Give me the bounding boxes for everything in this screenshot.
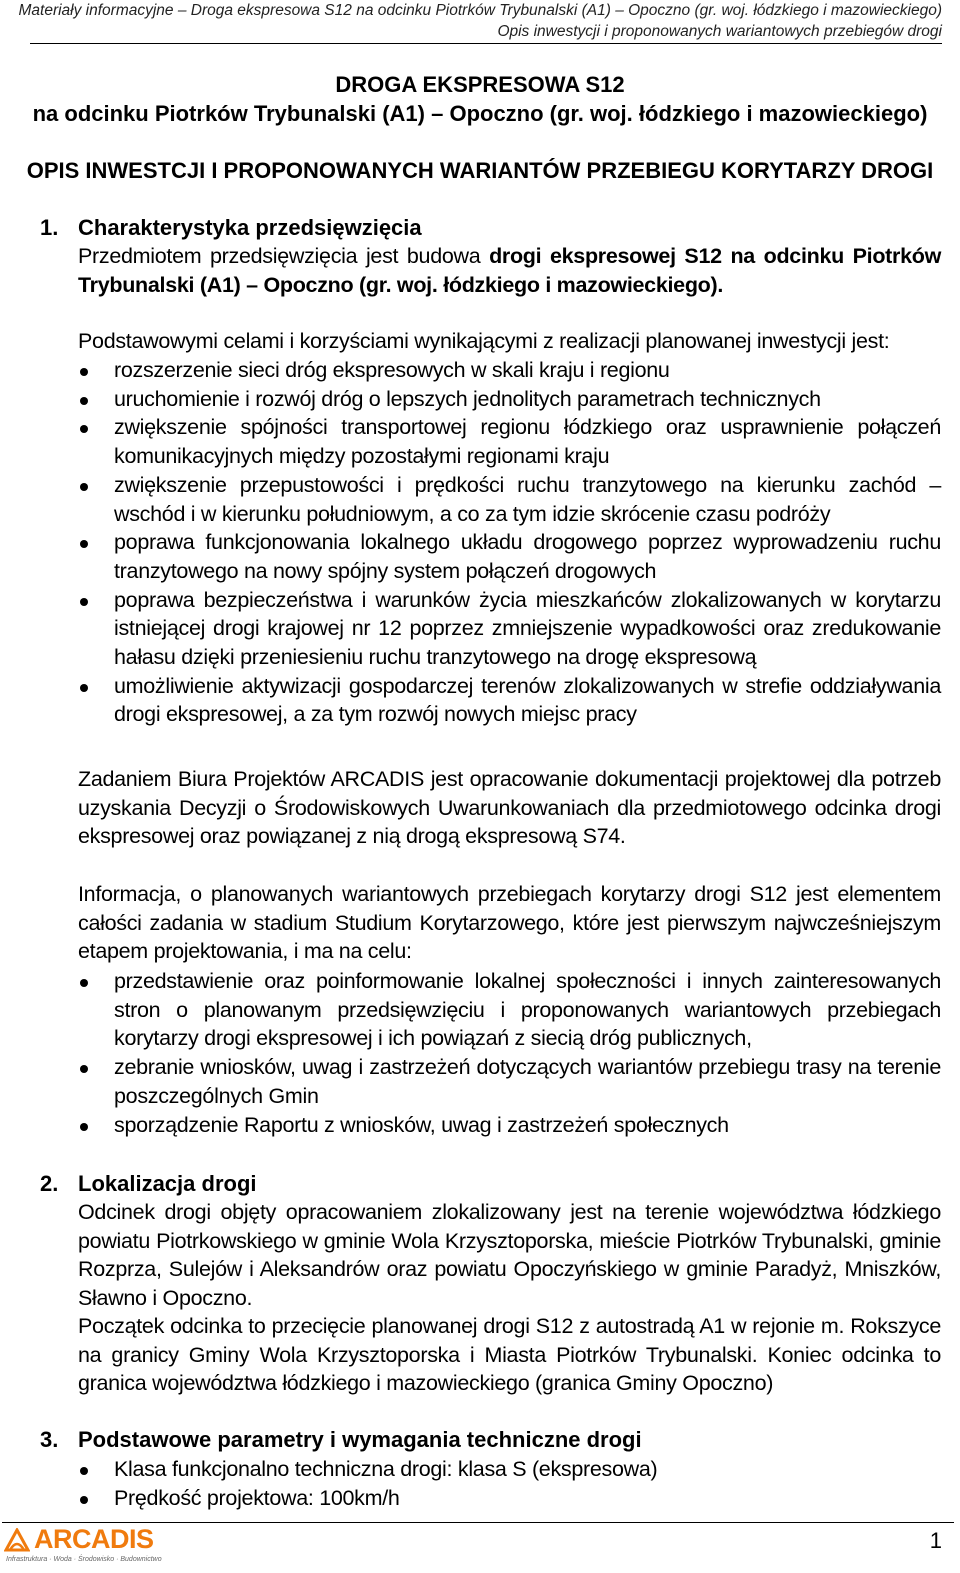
bullet-icon — [80, 368, 88, 376]
goal-text: zwiększenie spójności transportowej regionu łódzkiego oraz usprawnienie połączeń komunikacyjnych między pozostałymi regionami kraju — [114, 415, 941, 469]
info-item-text: sporządzenie Raportu z wniosków, uwag i zastrzeżeń społecznych — [114, 1112, 729, 1137]
arcadis-logo-icon — [4, 1528, 30, 1552]
bullet-icon — [80, 540, 88, 548]
page-number: 1 — [929, 1528, 942, 1553]
section-3-number: 3. — [40, 1427, 59, 1452]
goal-text: poprawa funkcjonowania lokalnego układu drogowego poprzez wyprowadzeniu ruchu tranzytowego na nowy spójny system połączeń drogowych — [114, 530, 941, 583]
goal-text: poprawa bezpieczeństwa i warunków życia mieszkańców zlokalizowanych w korytarzu istniejącej drogi krajowej nr 12 poprzez zmniejszenie wypadkowości oraz zredukowanie hałasu dzięki przeniesieniu ruchu tranzytowego na drogę ekspresową — [114, 587, 941, 670]
list-item — [78, 1053, 941, 1110]
running-header-line-1: Materiały informacyjne – Droga ekspresowa S12 na odcinku Piotrków Trybunalski (A1) – Opoczno (gr. woj. łódzkiego i mazowieckiego) — [18, 2, 942, 19]
section-1-number: 1. — [40, 215, 59, 240]
goal-text: zwiększenie przepustowości i prędkości ruchu tranzytowego na kierunku zachód – wschód i w kierunku południowym, a co za tym idzie skrócenie czasu podróży — [114, 472, 941, 526]
bullet-icon — [80, 979, 88, 987]
running-header-line-2: Opis inwestycji i proponowanych wariantowych przebiegów drogi — [497, 23, 942, 40]
footer-divider — [2, 1522, 954, 1523]
intro-plain-text: Przedmiotem przedsięwzięcia jest budowa — [78, 244, 490, 268]
goal-text: umożliwienie aktywizacji gospodarczej terenów zlokalizowanych w strefie oddziaływania drogi ekspresowej, a za tym rozwój nowych miejsc pracy — [114, 673, 941, 727]
info-item-text: przedstawienie oraz poinformowanie lokalnej społeczności i innych zainteresowanych stron o planowanym przedsięwzięciu i proponowanych wariantowych przebiegach korytarzy drogi ekspresowej i ich powiązań z siecią dróg publicznych, — [114, 969, 941, 1051]
parameter-text: Prędkość projektowa: 100km/h — [114, 1485, 400, 1510]
location-paragraph-2: Początek odcinka to przecięcie planowanej drogi S12 z autostradą A1 w rejonie m. Rokszyce na granicy Gminy Wola Krzysztoporska i Miasta Piotrków Trybunalski. Koniec odcinka to granica województwa łódzkiego i mazowieckiego (granica Gminy Opoczno) — [78, 1314, 941, 1396]
arcadis-logo — [4, 1526, 164, 1570]
section-3-title: Podstawowe parametry i wymagania techniczne drogi — [78, 1427, 642, 1452]
logo-text: ARCADIS — [34, 1524, 154, 1554]
goals-lead: Podstawowymi celami i korzyściami wynikającymi z realizacji planowanej inwestycji jest: — [78, 329, 890, 353]
list-item — [78, 385, 941, 414]
list-item — [78, 672, 941, 729]
info-item-text: zebranie wniosków, uwag i zastrzeżeń dotyczących wariantów przebiegu trasy na terenie poszczególnych Gmin — [114, 1055, 941, 1108]
list-item — [78, 471, 941, 528]
list-item — [78, 528, 941, 585]
bullet-icon — [80, 1065, 88, 1073]
intro-bold-text: drogi ekspresowej S12 na odcinku Piotrków Trybunalski (A1) – Opoczno (gr. woj. łódzkiego i mazowieckiego). — [78, 244, 942, 297]
list-item — [78, 1455, 941, 1484]
bullet-icon — [80, 1496, 88, 1504]
running-header — [18, 0, 942, 42]
bullet-icon — [80, 598, 88, 606]
info-list — [78, 967, 941, 1139]
task-paragraph: Zadaniem Biura Projektów ARCADIS jest opracowanie dokumentacji projektowej dla potrzeb uzyskania Decyzji o Środowiskowych Uwarunkowaniach dla przedmiotowego odcinka drogi ekspresowej oraz powiązanej z nią drogą ekspresową S74. — [78, 767, 941, 849]
parameters-list — [78, 1455, 941, 1512]
list-item — [78, 586, 941, 672]
bullet-icon — [80, 425, 88, 433]
bullet-icon — [80, 1123, 88, 1131]
goal-text: rozszerzenie sieci dróg ekspresowych w skali kraju i regionu — [114, 358, 670, 382]
bullet-icon — [80, 397, 88, 405]
location-paragraph-1: Odcinek drogi objęty opracowaniem zlokalizowany jest na terenie województwa łódzkiego powiatu Piotrkowskiego w gminie Wola Krzysztoporska, mieście Piotrków Trybunalski, gminie Rozprza, Sulejów i Aleksandrów oraz powiatu Opoczyńskiego w gminie Paradyż, Mniszków, Sławno i Opoczno. — [78, 1200, 941, 1311]
title-line-2: na odcinku Piotrków Trybunalski (A1) – Opoczno (gr. woj. łódzkiego i mazowieckiego) — [32, 101, 928, 126]
list-item — [78, 1111, 941, 1140]
section-2-title: Lokalizacja drogi — [78, 1171, 257, 1196]
list-item — [78, 413, 941, 470]
header-divider — [30, 43, 942, 44]
bullet-icon — [80, 1467, 88, 1475]
list-item — [78, 967, 941, 1053]
goals-list — [78, 356, 941, 729]
section-2-number: 2. — [40, 1171, 59, 1196]
document-subtitle — [0, 156, 960, 185]
section-1-title: Charakterystyka przedsięwzięcia — [78, 215, 422, 240]
bullet-icon — [80, 684, 88, 692]
list-item — [78, 1484, 941, 1513]
title-line-3: OPIS INWESTCJI I PROPONOWANYCH WARIANTÓW PRZEBIEGU KORYTARZY DROGI — [26, 158, 934, 183]
list-item — [78, 356, 941, 385]
goal-text: uruchomienie i rozwój dróg o lepszych jednolitych parametrach technicznych — [114, 386, 821, 411]
info-lead: Informacja, o planowanych wariantowych przebiegach korytarzy drogi S12 jest elementem całości zadania w stadium Studium Korytarzowego, które jest pierwszym najwcześniejszym etapem projektowania, i ma na celu: — [78, 882, 941, 964]
document-title — [0, 70, 960, 128]
logo-subtitle: Infrastruktura · Woda · Środowisko · Budownictwo — [6, 1556, 162, 1563]
section-1-intro — [78, 242, 941, 299]
title-line-1: DROGA EKSPRESOWA S12 — [335, 72, 625, 97]
bullet-icon — [80, 483, 88, 491]
parameter-text: Klasa funkcjonalno techniczna drogi: klasa S (ekspresowa) — [114, 1457, 658, 1481]
